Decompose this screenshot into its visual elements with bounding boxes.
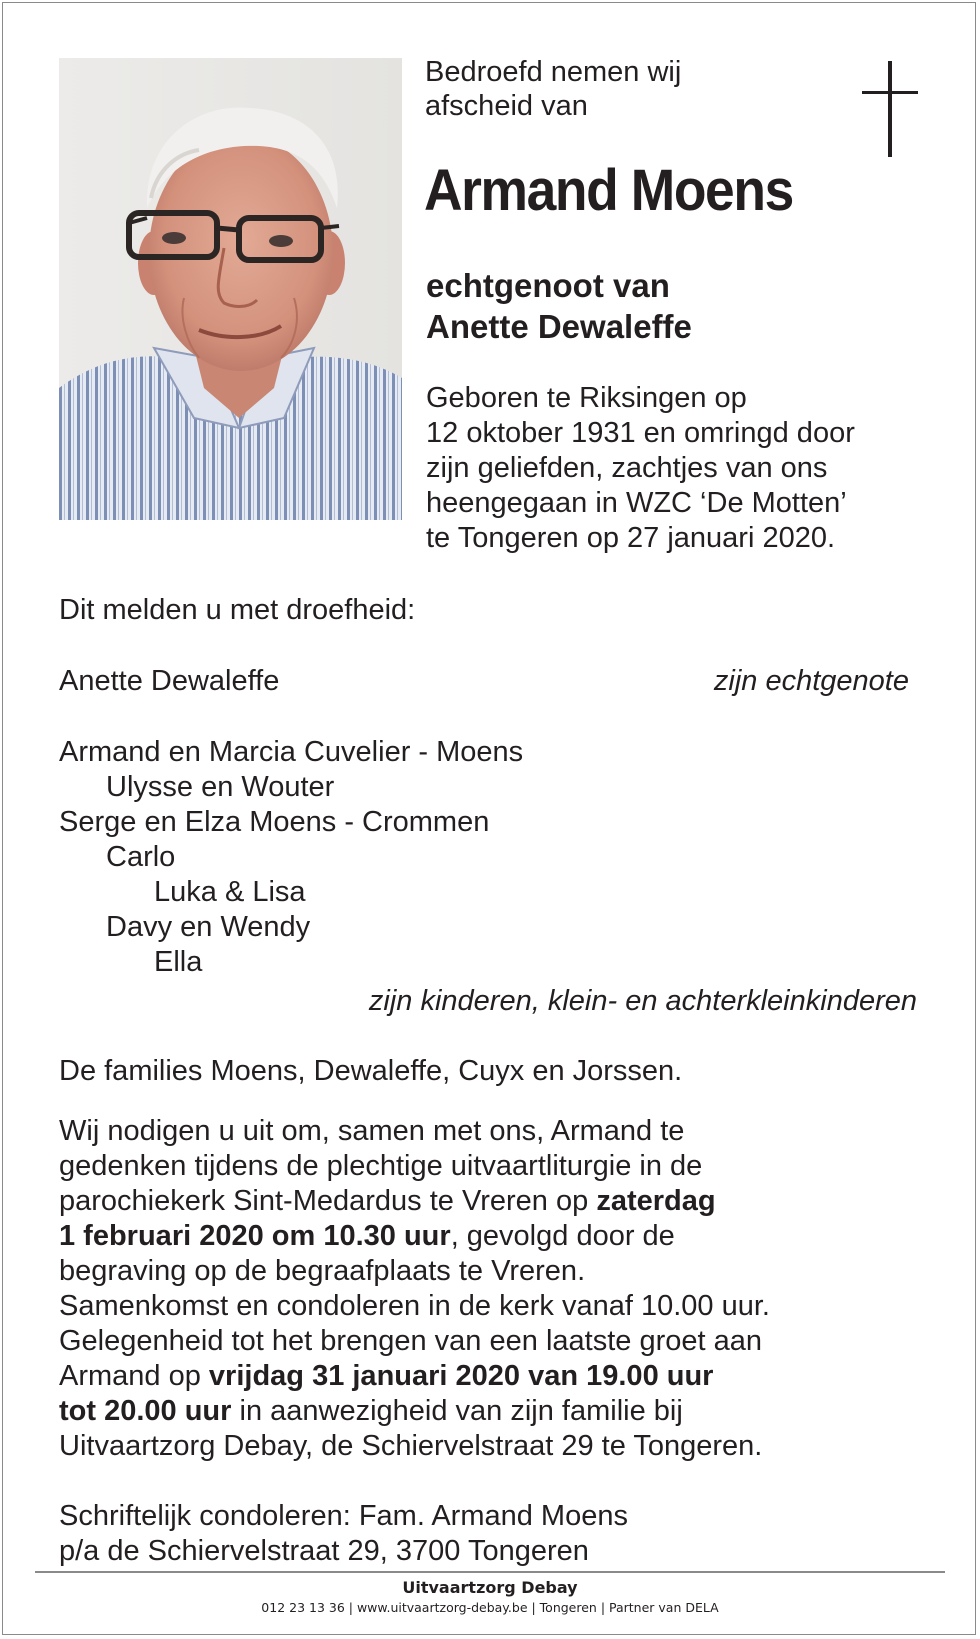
invitation-segment: parochiekerk Sint-Medardus te Vreren op: [59, 1185, 597, 1217]
invitation-line: [59, 1184, 770, 1219]
birth-line: Geboren te Riksingen op: [426, 382, 747, 414]
invitation-line: Gelegenheid tot het brengen van een laatste groet aan: [59, 1325, 762, 1357]
funeral-day: zaterdag: [596, 1185, 716, 1217]
family-line: Armand en Marcia Cuvelier - Moens: [59, 736, 524, 768]
family-line: Davy en Wendy: [106, 911, 311, 943]
spouse-name: Anette Dewaleffe: [426, 308, 692, 345]
wife-role: zijn echtgenote: [713, 665, 909, 697]
invitation-segment: Armand op: [59, 1360, 209, 1392]
announce-text: Dit melden u met droefheid:: [59, 594, 416, 626]
invitation-line: gedenken tijdens de plechtige uitvaartliturgie in de: [59, 1150, 703, 1182]
invitation-line: Uitvaartzorg Debay, de Schiervelstraat 29 te Tongeren.: [59, 1430, 763, 1462]
visitation-end-time: tot 20.00 uur: [59, 1395, 232, 1427]
condolence-text: [59, 1499, 628, 1569]
family-line: Luka & Lisa: [154, 876, 306, 908]
condolence-line: Schriftelijk condoleren: Fam. Armand Moens: [59, 1500, 628, 1532]
birth-line: heengegaan in WZC ‘De Motten’: [426, 487, 847, 519]
funeral-home-name: Uitvaartzorg Debay: [402, 1578, 578, 1597]
birth-line: 12 oktober 1931 en omringd door: [426, 417, 855, 449]
children-role: zijn kinderen, klein- en achterkleinkinderen: [368, 985, 917, 1017]
visitation-date-time: vrijdag 31 januari 2020 van 19.00 uur: [208, 1360, 714, 1392]
invitation-line: [59, 1219, 770, 1254]
children-list: [59, 735, 523, 980]
invitation-line: Samenkomst en condoleren in de kerk vanaf 10.00 uur.: [59, 1290, 770, 1322]
family-line: Carlo: [106, 841, 176, 873]
wife-name: Anette Dewaleffe: [59, 665, 280, 697]
birth-text: [426, 381, 855, 556]
deceased-name: Armand Moens: [424, 158, 793, 223]
intro-line: afscheid van: [425, 90, 588, 122]
invitation-line: [59, 1394, 770, 1429]
birth-line: zijn geliefden, zachtjes van ons: [426, 452, 828, 484]
invitation-text: [59, 1114, 770, 1464]
birth-line: te Tongeren op 27 januari 2020.: [426, 522, 836, 554]
spouse-line: echtgenoot van: [426, 267, 670, 304]
cross-icon: [862, 61, 918, 157]
intro-line: Bedroefd nemen wij: [425, 56, 682, 88]
footer-divider: [35, 1571, 945, 1573]
intro-text: [425, 55, 681, 123]
family-line: Ella: [154, 946, 203, 978]
family-line: Ulysse en Wouter: [106, 771, 335, 803]
invitation-line: begraving op de begraafplaats te Vreren.: [59, 1255, 586, 1287]
portrait-photo: [59, 58, 402, 520]
invitation-line: [59, 1359, 770, 1394]
invitation-line: Wij nodigen u uit om, samen met ons, Armand te: [59, 1115, 685, 1147]
condolence-address: p/a de Schiervelstraat 29, 3700 Tongeren: [59, 1535, 589, 1567]
family-line: Serge en Elza Moens - Crommen: [59, 806, 490, 838]
funeral-home-contact: 012 23 13 36 | www.uitvaartzorg-debay.be | Tongeren | Partner van DELA: [261, 1600, 719, 1615]
invitation-segment: in aanwezigheid van zijn familie bij: [231, 1395, 683, 1427]
spouse-heading: [426, 265, 692, 347]
families-text: De families Moens, Dewaleffe, Cuyx en Jorssen.: [59, 1055, 683, 1087]
invitation-segment: , gevolgd door de: [450, 1220, 675, 1252]
funeral-date-time: 1 februari 2020 om 10.30 uur: [59, 1220, 451, 1252]
